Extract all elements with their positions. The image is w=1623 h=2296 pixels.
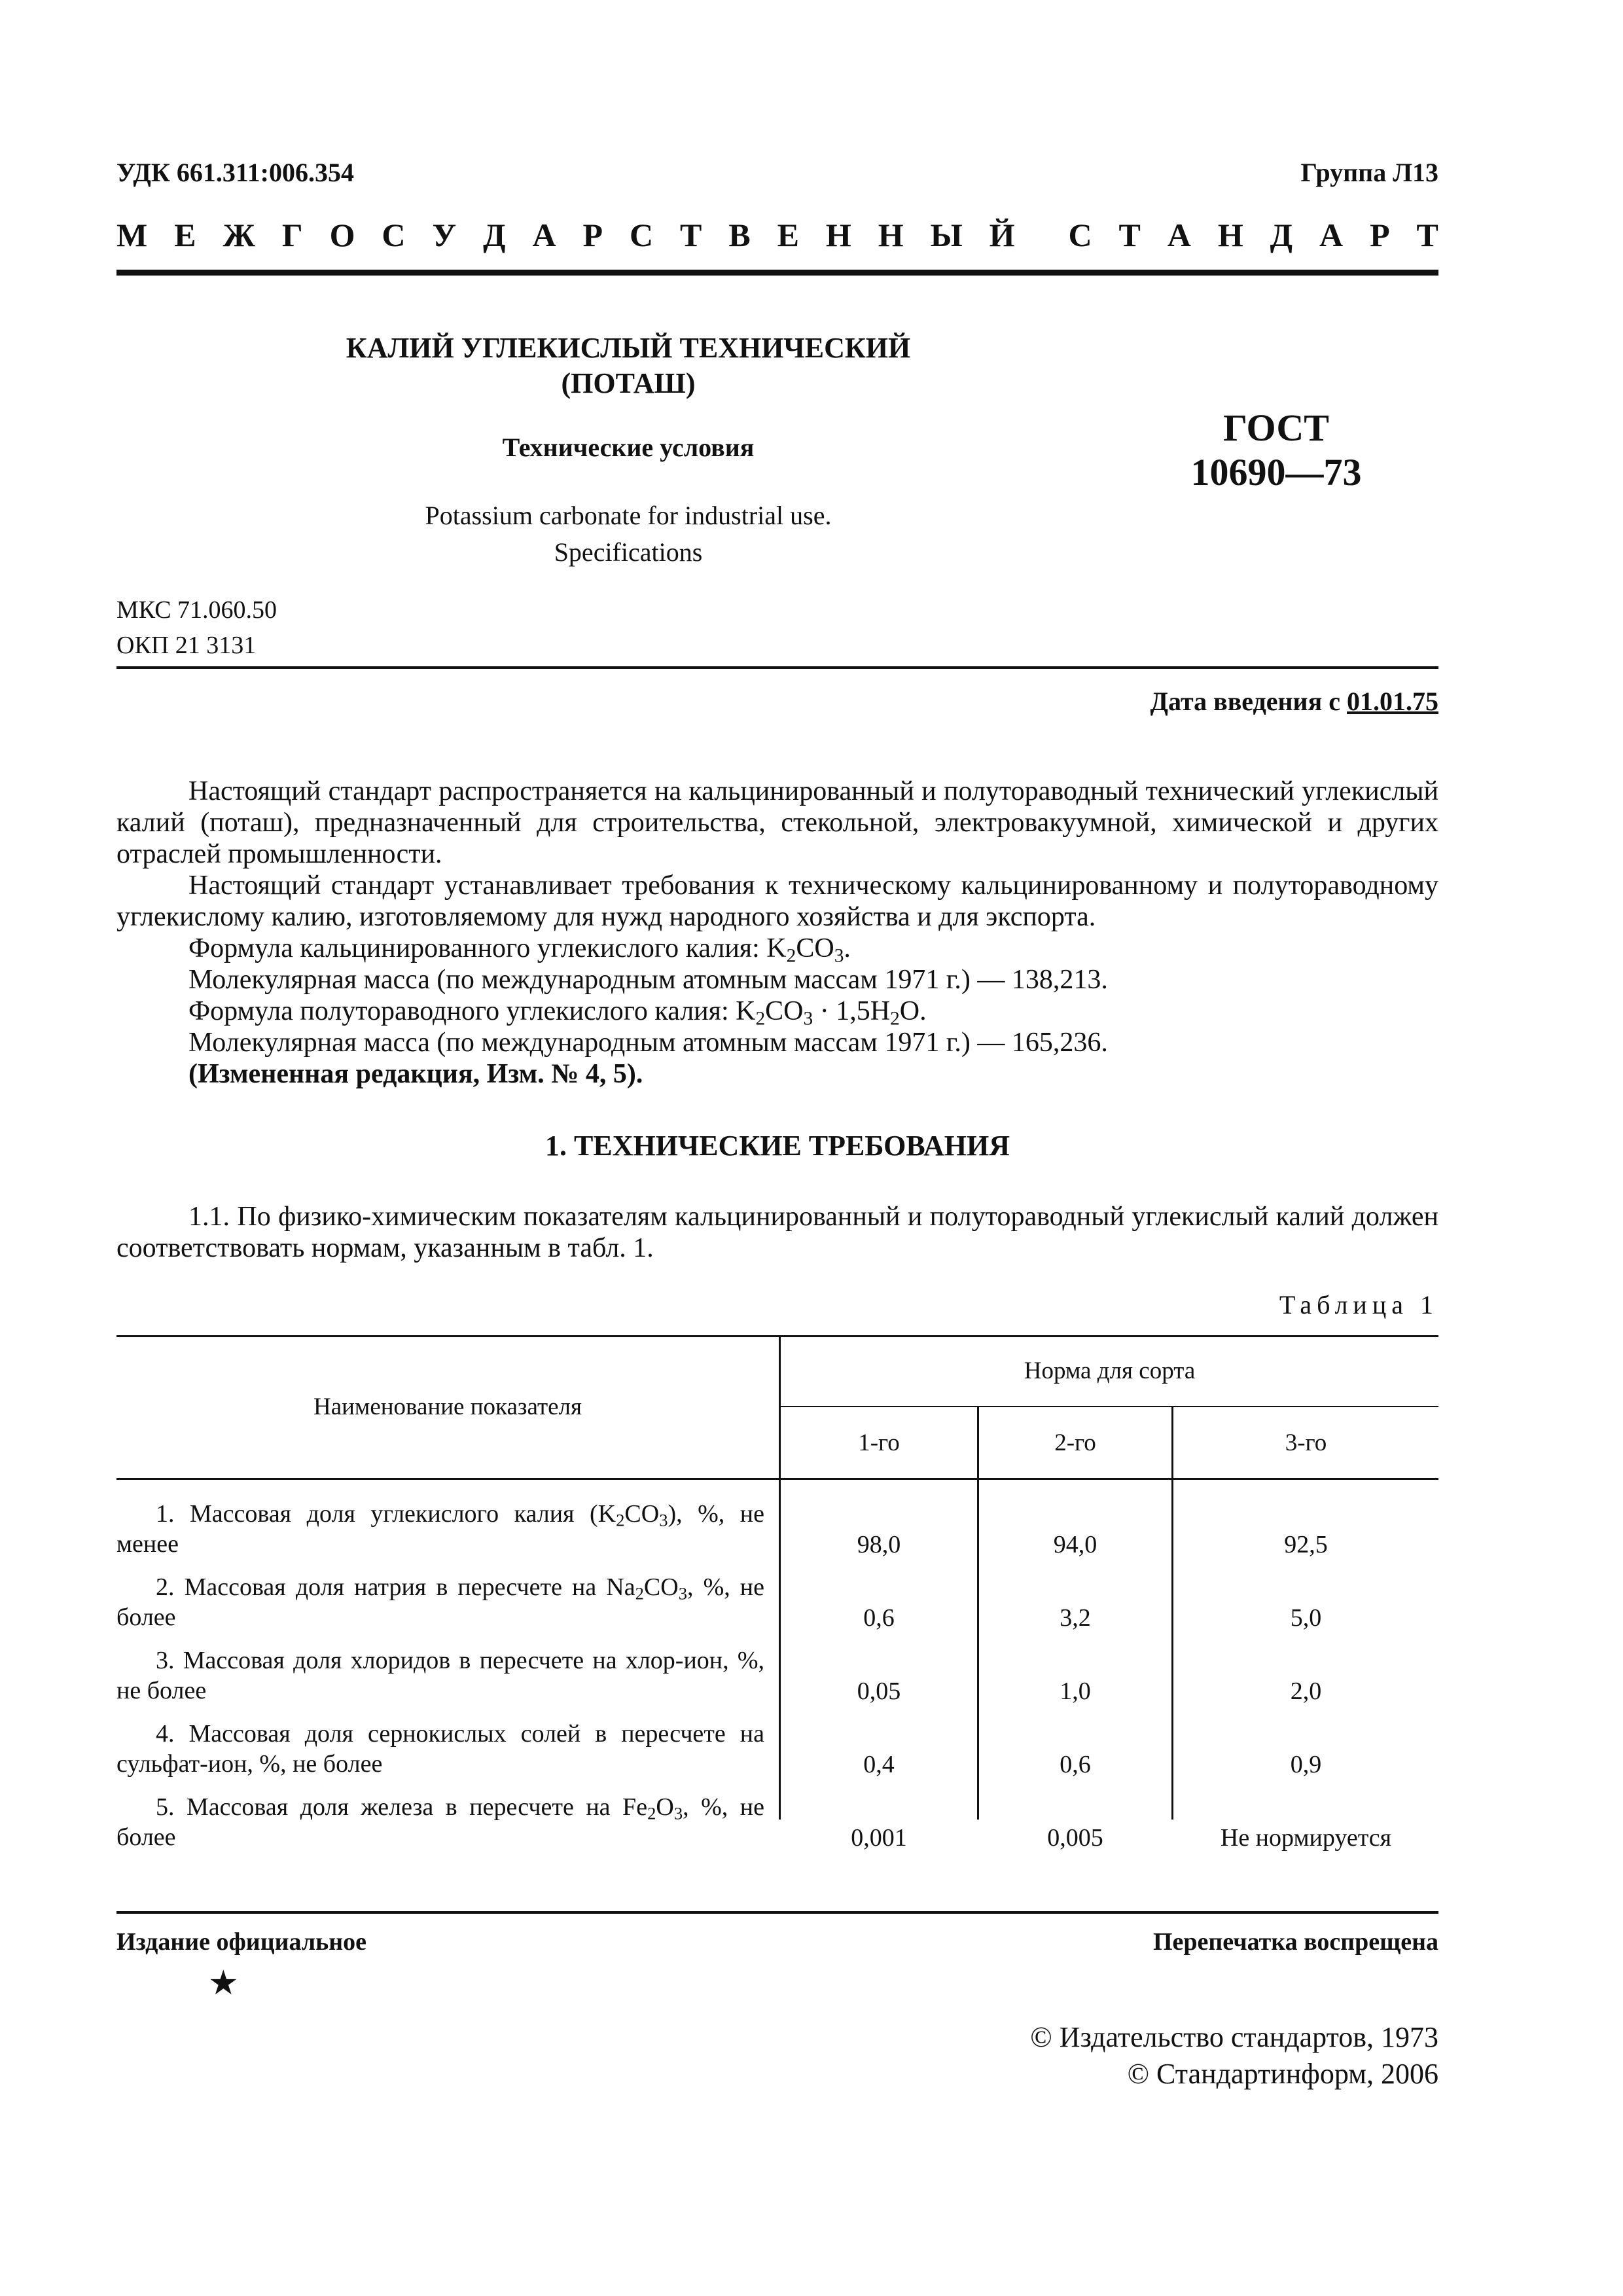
heading-letter: А <box>532 217 556 253</box>
heading-letter: Д <box>483 217 506 253</box>
english-title <box>314 497 942 571</box>
date-label: Дата введения с <box>1150 687 1340 716</box>
standard-type-heading <box>116 216 1438 254</box>
table-cell: 3,2 <box>1060 1604 1091 1632</box>
introduction-date <box>1150 686 1438 717</box>
heading-letter: Т <box>1416 217 1438 253</box>
table-cell: 0,6 <box>863 1604 895 1632</box>
table-cell: 1,0 <box>1060 1677 1091 1705</box>
table-cell: 98,0 <box>857 1531 901 1558</box>
heading-letter: Й <box>989 217 1015 253</box>
heading-letter: С <box>1068 217 1092 253</box>
clause-1-1: 1.1. По физико-химическим показателям кальцинированный и полутораводный углекислый калий должен соответствовать нормам, указанным в табл. 1. <box>116 1202 1438 1263</box>
heading-letter: А <box>1319 217 1344 253</box>
heading-letter: О <box>329 217 355 253</box>
heading-letter: Е <box>777 217 799 253</box>
english-title-line-2: Specifications <box>554 537 703 567</box>
table-cell: 0,005 <box>1047 1824 1103 1852</box>
title-line-2: (ПОТАШ) <box>561 367 696 399</box>
star-icon: ★ <box>208 1965 239 2002</box>
classification-codes <box>116 592 277 663</box>
document-title <box>314 331 942 401</box>
top-rule <box>116 270 1438 276</box>
copyright-line: © Издательство стандартов, 1973 <box>1030 2021 1438 2053</box>
section-heading: 1. ТЕХНИЧЕСКИЕ ТРЕБОВАНИЯ <box>545 1130 1010 1162</box>
heading-letter: Н <box>878 217 904 253</box>
heading-letter: Р <box>582 217 603 253</box>
heading-letter: Д <box>1270 217 1293 253</box>
table-cell: 0,05 <box>857 1677 901 1705</box>
intro-text <box>116 776 1438 1090</box>
heading-letter: Е <box>174 217 196 253</box>
heading-letter: С <box>629 217 654 253</box>
gost-number: 10690—73 <box>1190 451 1362 493</box>
mks-code: МКС 71.060.50 <box>116 596 277 624</box>
table-cell: 5,0 <box>1290 1604 1322 1632</box>
official-edition: Издание официальное <box>116 1928 367 1956</box>
formula-hydrate: Формула полутораводного углекислого калия: $K_2CO_3 \cdot 1,5H_2O$. <box>188 996 927 1030</box>
table-caption: Таблица 1 <box>1279 1290 1438 1319</box>
group-code: Группа Л13 <box>1300 158 1438 187</box>
table-row-name: 2. Массовая доля натрия в пересчете на $Na_2CO_3$, %, не более <box>116 1573 765 1631</box>
header-norm: Норма для сорта <box>1024 1357 1196 1384</box>
heading-letter: Ж <box>223 217 255 253</box>
udk-code: УДК 661.311:006.354 <box>116 158 354 187</box>
table-row-name: 4. Массовая доля сернокислых солей в пересчете на сульфат-ион, %, не более <box>116 1720 764 1778</box>
document-subtitle: Технические условия <box>502 433 755 462</box>
header-grade-1: 1-го <box>858 1429 900 1456</box>
table-cell: 92,5 <box>1284 1531 1328 1558</box>
heading-letter: Т <box>1118 217 1141 253</box>
table-cell: 94,0 <box>1053 1531 1097 1558</box>
gost-label: ГОСТ <box>1223 406 1329 449</box>
heading-letter: С <box>382 217 406 253</box>
table-cell: 2,0 <box>1290 1677 1322 1705</box>
header-grade-3: 3-го <box>1285 1429 1327 1456</box>
footer-rule <box>116 1911 1438 1914</box>
table-row-name: 1. Массовая доля углекислого калия $(K_2CO_3)$, %, не менее <box>116 1500 764 1558</box>
heading-letter: М <box>116 217 148 253</box>
english-title-line-1: Potassium carbonate for industrial use. <box>425 501 832 530</box>
table-row-name: 5. Массовая доля железа в пересчете на $Fe_2O_3$, %, не более <box>116 1793 764 1851</box>
table-row-name: 3. Массовая доля хлоридов в пересчете на хлор-ион, %, не более <box>116 1647 764 1704</box>
table-header-rule <box>116 1478 1438 1480</box>
heading-letter: Н <box>825 217 851 253</box>
intro-paragraph: Настоящий стандарт распространяется на кальцинированный и полутораводный технический углекислый калий (поташ), предназначенный для строительства, стекольной, электровакуумной, химической и других отраслей промышленности. <box>116 776 1438 869</box>
copyright <box>1030 2019 1438 2092</box>
header-name: Наименование показателя <box>313 1393 582 1420</box>
heading-letter: Т <box>680 217 702 253</box>
molecular-mass-calcined: Молекулярная масса (по международным атомным массам 1971 г.) — 138,213. <box>188 965 1108 995</box>
formula-calcined: Формула кальцинированного углекислого калия: $K_2CO_3$. <box>188 933 851 967</box>
okp-code: ОКП 21 3131 <box>116 632 257 659</box>
molecular-mass-hydrate: Молекулярная масса (по международным атомным массам 1971 г.) — 165,236. <box>188 1028 1108 1058</box>
reprint-prohibited: Перепечатка воспрещена <box>1152 1928 1438 1956</box>
title-line-1: КАЛИЙ УГЛЕКИСЛЫЙ ТЕХНИЧЕСКИЙ <box>346 332 911 364</box>
table-cell: 0,4 <box>863 1751 895 1778</box>
table-cell: Не нормируется <box>1220 1824 1392 1852</box>
date-value: 01.01.75 <box>1347 687 1438 716</box>
heading-letter: У <box>432 217 457 253</box>
table-1 <box>116 1335 1438 1852</box>
codes-rule <box>116 666 1438 669</box>
copyright-line: © Стандартинформ, 2006 <box>1127 2058 1438 2090</box>
header-grade-2: 2-го <box>1054 1429 1096 1456</box>
amendment-note: (Измененная редакция, Изм. № 4, 5). <box>188 1059 643 1089</box>
heading-letter: В <box>728 217 751 253</box>
gost-designation <box>1073 406 1479 495</box>
heading-letter: Ы <box>930 217 963 253</box>
heading-letter: Г <box>281 217 303 253</box>
intro-paragraph: Настоящий стандарт устанавливает требования к техническому кальцинированному и полутораводному углекислому калию, изготовляемому для нужд народного хозяйства и для экспорта. <box>116 870 1438 932</box>
table-cell: 0,9 <box>1290 1751 1322 1778</box>
table-cell: 0,6 <box>1060 1751 1091 1778</box>
table-cell: 0,001 <box>851 1824 907 1852</box>
heading-letter: А <box>1167 217 1191 253</box>
heading-letter: Р <box>1370 217 1390 253</box>
heading-letter: Н <box>1217 217 1243 253</box>
